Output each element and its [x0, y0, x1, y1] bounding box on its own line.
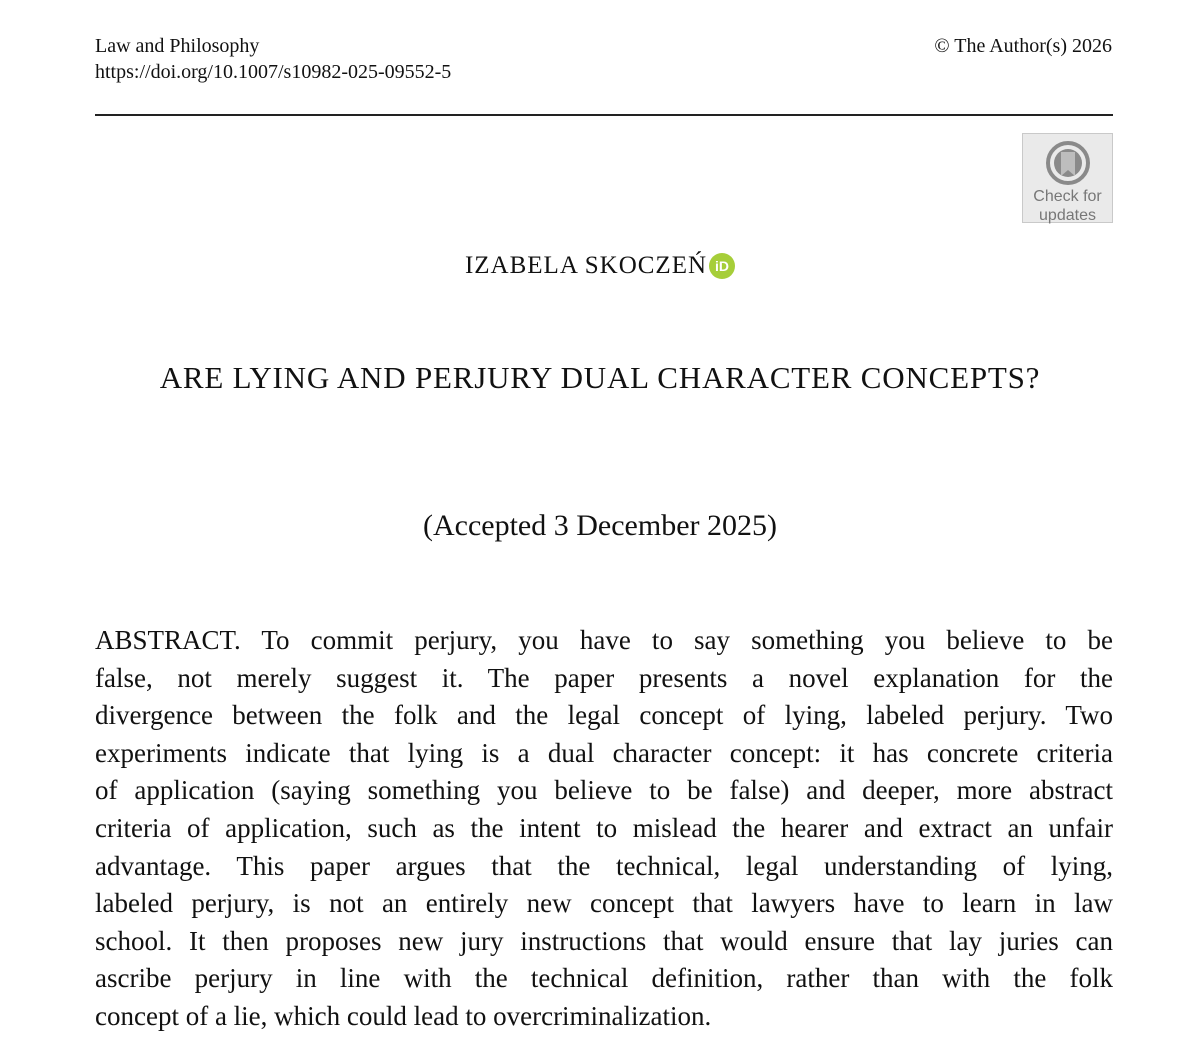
abstract: [95, 622, 1113, 1036]
journal-name: Law and Philosophy: [95, 35, 260, 57]
abstract-line: ABSTRACT. To commit perjury, you have to say something you believe to be: [95, 625, 1113, 655]
abstract-line: concept of a lie, which could lead to overcriminalization.: [95, 1000, 712, 1031]
accepted-date: (Accepted 3 December 2025): [423, 509, 777, 542]
copyright-notice: © The Author(s) 2026: [934, 35, 1112, 57]
abstract-line: of application (saying something you believe to be false) and deeper, more abstract: [95, 775, 1113, 806]
author-name: IZABELA SKOCZEŃ: [464, 252, 708, 279]
abstract-line: divergence between the folk and the legal concept of lying, labeled perjury. Two: [95, 700, 1113, 731]
updates-label-line1: Check for: [1033, 188, 1102, 205]
doi-link[interactable]: https://doi.org/10.1007/s10982-025-09552-5: [95, 61, 452, 83]
author-line: [0, 250, 1200, 282]
updates-label-line2: updates: [1039, 207, 1096, 224]
abstract-line: advantage. This paper argues that the technical, legal understanding of lying,: [95, 850, 1113, 881]
check-for-updates-button[interactable]: [1022, 133, 1113, 223]
paper-title: ARE LYING AND PERJURY DUAL CHARACTER CONCEPTS?: [159, 360, 1041, 395]
abstract-line: school. It then proposes new jury instructions that would ensure that lay juries can: [95, 925, 1113, 956]
journal-header: [95, 33, 451, 85]
abstract-line: criteria of application, such as the intent to mislead the hearer and extract an unfair: [95, 812, 1113, 843]
orcid-icon[interactable]: iD: [709, 253, 735, 279]
abstract-line: ascribe perjury in line with the technical definition, rather than with the folk: [95, 963, 1113, 994]
header-rule: [95, 114, 1113, 116]
abstract-line: labeled perjury, is not an entirely new concept that lawyers have to learn in law: [95, 888, 1113, 919]
abstract-line: false, not merely suggest it. The paper presents a novel explanation for the: [95, 662, 1113, 693]
abstract-line: experiments indicate that lying is a dual character concept: it has concrete criteria: [95, 737, 1113, 768]
bookmark-ribbon-icon: [1045, 140, 1091, 186]
